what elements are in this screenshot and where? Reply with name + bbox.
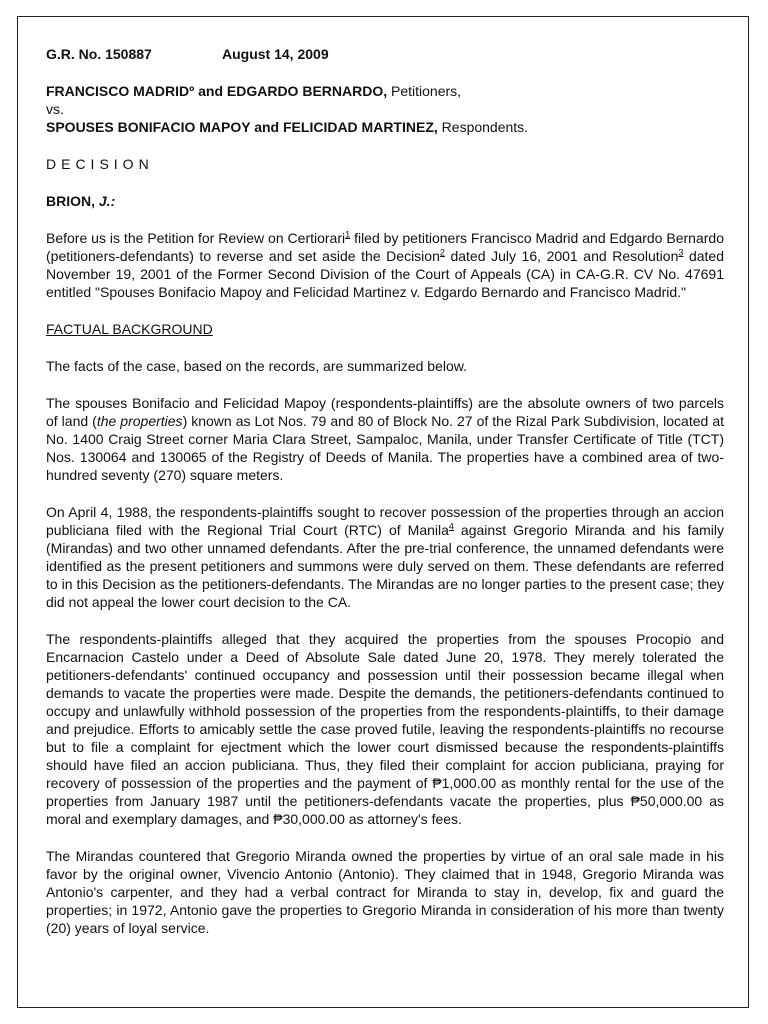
- properties-text-2: ) known as Lot Nos. 79 and 80 of Block No. 27 of the Rizal Park Subdivision, located at No. 1400 Craig Street corner Maria Clara Street, Sampaloc, Manila, under Transfer Certificate of Title (TCT) Nos. 130064 and 130065 of the Registry of Deeds of Manila. The properties have a combined area of two-hundred seventy (270) square meters.: [46, 413, 724, 483]
- footnote-link-3[interactable]: 3: [678, 247, 684, 258]
- intro-paragraph: [46, 229, 724, 301]
- petitioners-names: FRANCISCO MADRIDº and EDGARDO BERNARDO,: [46, 83, 388, 99]
- summary-paragraph: The facts of the case, based on the records, are summarized below.: [46, 358, 467, 374]
- versus: vs.: [46, 101, 64, 117]
- properties-text-1: The spouses Bonifacio and Felicidad Mapoy (respondents-plaintiffs) are the absolute owners of two parcels of land (: [46, 395, 724, 429]
- intro-text-1: Before us is the Petition for Review on Certiorari: [46, 230, 346, 246]
- petitioners-line: [46, 82, 724, 100]
- document-body: [46, 45, 724, 956]
- petitioners-role: Petitioners,: [387, 83, 462, 99]
- case-parties: [46, 82, 724, 136]
- gr-number: G.R. No. 150887: [46, 46, 152, 62]
- respondents-names: SPOUSES BONIFACIO MAPOY and FELICIDAD MARTINEZ,: [46, 119, 438, 135]
- respondents-role: Respondents.: [437, 119, 529, 135]
- properties-emphasis: the properties: [96, 413, 183, 429]
- accion-text-1: On April 4, 1988, the respondents-plaintiffs sought to recover possession of the properties through an accion publiciana filed with the Regional Trial Court (RTC) of Manila: [46, 504, 724, 538]
- section-heading: FACTUAL BACKGROUND: [46, 321, 213, 337]
- footnote-link-4[interactable]: 4: [448, 521, 454, 532]
- accion-text-2: against Gregorio Miranda and his family (Mirandas) and two other unnamed defendants. After the pre-trial conference, the unnamed defendants were identified as the present petitioners and summons were duly served on them. These defendants are referred to in this Decision as the petitioners-defendants. The Mirandas are no longer parties to the present case; they did not appeal the lower court decision to the CA.: [46, 522, 724, 610]
- ponente-name: BRION,: [46, 193, 99, 209]
- decision-date: August 14, 2009: [222, 46, 329, 62]
- properties-paragraph: [46, 394, 724, 484]
- intro-text-2: filed by petitioners Francisco Madrid and Edgardo Bernardo (petitioners-defendants) to reverse and set aside the Decision: [46, 230, 724, 264]
- allegations-paragraph: The respondents-plaintiffs alleged that they acquired the properties from the spouses Procopio and Encarnacion Castelo under a Deed of Absolute Sale dated June 20, 1978. They merely tolerated the petitioners-defendants' continued occupancy and possession until their possession became illegal when demands to vacate the properties were made. Despite the demands, the petitioners-defendants continued to occupy and unlawfully withhold possession of the properties from the respondents-plaintiffs, to their damage and prejudice. Efforts to amicably settle the case proved futile, leaving the respondents-plaintiffs no recourse but to file a complaint for ejectment which the lower court dismissed because the respondents-plaintiffs should have filed an accion publiciana. Thus, they filed their complaint for accion publiciana, praying for recovery of possession of the properties and the payment of ₱1,000.00 as monthly rental for the use of the properties from January 1987 until the petitioners-defendants vacate the properties, plus ₱50,000.00 as moral and exemplary damages, and ₱30,000.00 as attorney's fees.: [46, 631, 724, 827]
- respondents-line: [46, 118, 724, 136]
- ponente: [46, 192, 724, 210]
- decision-heading: DECISION: [46, 156, 154, 172]
- intro-text-3: dated July 16, 2001 and Resolution: [444, 248, 679, 264]
- accion-paragraph: [46, 503, 724, 611]
- ponente-title: J.:: [98, 193, 116, 209]
- case-header: [46, 45, 724, 63]
- intro-text-4: dated November 19, 2001 of the Former Second Division of the Court of Appeals (CA) in CA-G.R. CV No. 47691 entitled "Spouses Bonifacio Mapoy and Felicidad Martinez v. Edgardo Bernardo and Francisco Madrid.": [46, 248, 724, 300]
- mirandas-paragraph: The Mirandas countered that Gregorio Miranda owned the properties by virtue of an oral sale made in his favor by the original owner, Vivencio Antonio (Antonio). They claimed that in 1948, Gregorio Miranda was Antonio's carpenter, and they had a verbal contract for Miranda to stay in, develop, fix and guard the properties; in 1972, Antonio gave the properties to Gregorio Miranda in consideration of his more than twenty (20) years of loyal service.: [46, 848, 724, 936]
- document-page: [17, 16, 749, 1008]
- footnote-link-2[interactable]: 2: [439, 247, 445, 258]
- footnote-link-1[interactable]: 1: [345, 229, 351, 240]
